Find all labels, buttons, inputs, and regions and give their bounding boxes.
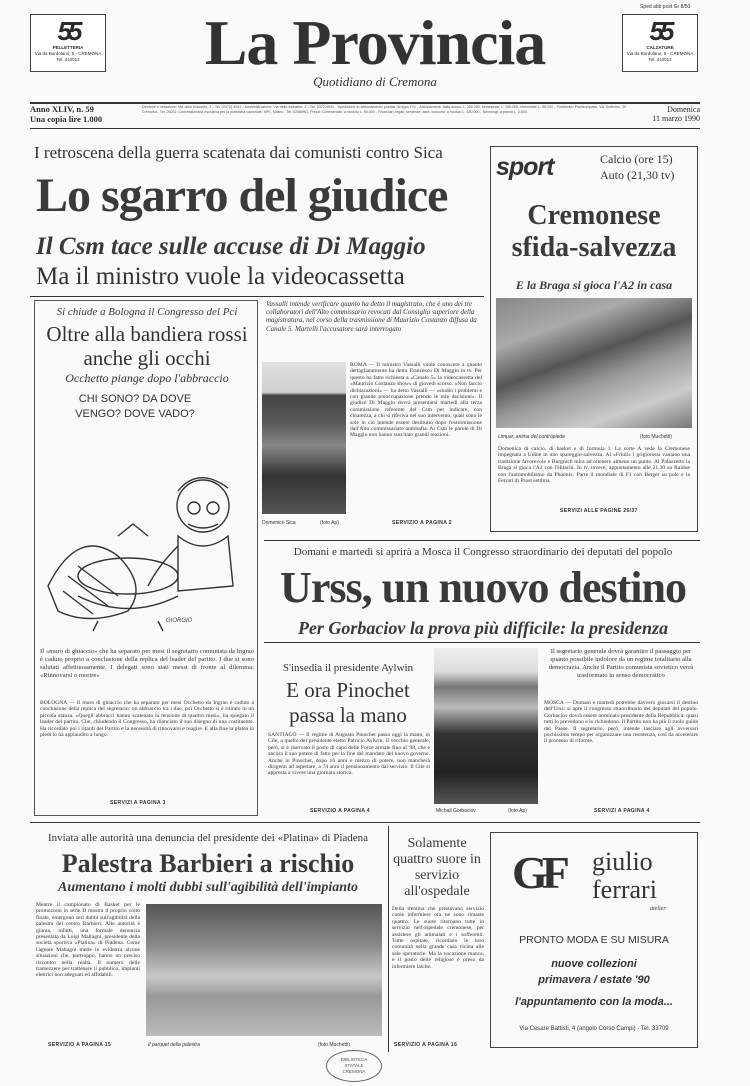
sport-line2: Auto (21,30 tv) [600,168,675,182]
ferrari-address: Via Cesare Battisti, 4 (angolo Corso Campi) - Tel. 33709 [519,1026,669,1032]
pci-sub: Occhetto piange dopo l'abbraccio [65,371,229,385]
sport-headline: Cremonese sfida-salvezza [511,200,677,263]
urss-intro: Il segretario generale dovrà garantire il passaggio per quanto possibile indolore da un regime totalitario alla democrazia. Anche il Partito comunista sovietico verrà trasformato in senso democratico [548,648,694,679]
ad-line1: CALZATURE [646,45,674,50]
palestra-photo [146,904,382,1036]
masthead [120,8,630,90]
stamp-line3: CREMONA [342,1069,366,1074]
palestra-photo-credit: (foto Muchetti) [318,1042,350,1048]
cartoon-illustration [38,436,252,636]
sport-body: Domenica di calcio, di basket e di formula 1. La sorte A vede la Cremonese impegnata a Udine in uno spareggio-salvezza. Al «Friuli» i grigiorossi vantano una tradizione favorevole e Burgnich mira ad ottenere almeno un punto. Al Palazzetto la Braga si gioca l'A2 con l'Hitachi. In tv, invece, appuntamento alle 21,30 su Raidue con l'automobilismo da Phoenix. Parte il mondiale di F1 con Berger su pole e la Ferrari di Prost settima. [498,446,690,485]
masthead-right-ad [622,14,698,72]
urss-kicker: Domani e martedì si aprirà a Mosca il Congresso straordinario dei deputati del popolo [293,546,673,558]
cartoon-signature: GIORGIO [166,618,193,624]
main-kicker: I retroscena della guerra scatenata dai comunisti contro Sica [34,143,443,162]
main-headline: Lo sgarro del giudice [36,169,448,222]
library-stamp [326,1050,382,1082]
ad-logo: 55 [57,16,79,46]
cartoon-speech: CHI SONO? DA DOVE VENGO? DOVE VADO? [75,393,195,420]
suore-service: SERVIZIO A PAGINA 16 [394,1042,458,1048]
issue-date [632,105,700,123]
ad-line2: Via da Bordolano, 5 - CREMONA [626,51,694,56]
sport-sub: E la Braga si gioca l'A2 in casa [515,278,673,292]
main-service: SERVIZIO A PAGINA 2 [392,520,452,526]
main-body: ROMA — Il ministro Vassalli vuole conoscere a quanto dettagliatamente ha detto Francesco Di Maggio in tv. Per questo ha fatto richiesta a «Canale 5» la videocassetta del «Maurizio Costanzo show» di giovedì scorso. «Non faccio dichiarazioni» — ha detto Vassalli — «studio i problemi e con grande preoccupazione prendo le mie decisioni». Il giudice Di Maggio dovrà presentarsi martedì alla terza commissione referente del Csm per indicare, con chiarezza, a chi si riferiva nel suo intervento, quali sono le sole in cui intende essere destituito dopo l'estromissione dall'Alto commissariato antimafia. Al Csm le parole di Di Maggio non hanno suscitato grandi reazioni. [350,362,482,439]
pci-kicker: Si chiude a Bologna il Congresso del Pci [56,306,238,318]
postal-note: Sped abb post Gr 8/50 [640,4,691,10]
pinochet-kicker: S'insedia il presidente Aylwin [282,662,414,674]
pci-headline: Oltre alla bandiera rossi anche gli occhi [46,322,248,370]
ferrari-tagline: PRONTO MODA E SU MISURA [519,934,669,946]
newspaper-title: La Provincia [204,7,546,78]
sica-credit: (foto Ap) [320,520,339,526]
palestra-kicker: Inviata alle autorità una denuncia del presidente dei «Platina» di Piadena [47,832,369,844]
stamp-line2: STATALE [344,1063,364,1068]
small-print: Direttore e redazione: Via delle Industrie, 2 - Tel. (0372) 4041 - Amministrazione: Via delle Industrie, 2 - Tel. 0372-4041 - Spedizione in abbonamento postale Gruppo I/70 - Abbonamenti: Italia annuo L. 300.000, semestrale L. 160.000, trimestrale L. 85.000 - Pubblicità: Publikompass, Via Solferino, 30 Cremona - Tel. 26031. Concessionaria esclusiva per la pubblicità nazionale: SPE, Milano - Tel. 02/66981. Prezzi: Commerciali: a modulo L. 90.000 - Finanziari, legali, sentenze, aste, concorsi: a modulo L. 180.000 - Necrologi: a parola L. 3.500. [142,105,626,114]
pinochet-body: SANTIAGO — Il regime di Augusto Pinochet passa oggi la mano, in Cile, a quello del presidente eletto Patricio Aylwin. Il vecchio generale, però, si è riservato il posto di capo delle Forze armate fino al '98, che e ancora il suo potere di fatto per la fine del mandato del nuovo governo. Anche in Pinochet, dopo 16 anni e mezzo di potere, non mancherà dirigenti ad aspettare, a 74 anni il pensionamento dal servizio. Il Cile si appresta a vivere una giornata storica. [268,732,430,777]
issue-info [30,104,140,124]
issue-number: Anno XLIV, n. 59 [30,104,94,114]
palestra-sub: Aumentano i molti dubbi sull'agibilità dell'impianto [58,880,358,895]
palestra-service: SERVIZIO A PAGINA 15 [48,1042,112,1048]
pinochet-headline: E ora Pinochet passa la mano [286,678,410,727]
pinochet-service: SERVIZIO A PAGINA 4 [310,808,370,814]
pci-service: SERVIZI A PAGINA 3 [110,800,166,806]
ferrari-line3: l'appuntamento con la moda... [515,996,673,1008]
ad-line3: Tel. 410012 [648,57,672,62]
urss-sub: Per Gorbaciov la prova più difficile: la presidenza [297,618,669,638]
palestra-body: Mentre il campionato di Basket per le promozioni in serie D mostra il proprio volto finale, emergono seri dubbi sull'agibilità della palestra del centro Barbieri. Alle autorità è giunta, infatti, una formale denuncia presentata da Luigi Maltagni, presidente della società sportiva «Platina» di Piadena. Come l'agente Maltagni mette in evidenza alcune situazioni che, purtroppo, hanno un preciso riscontro nella realtà. Il numero delle tramezzere per trattenere il pubblico, impianti elettrici non adeguati ed affidabili. [36,902,140,979]
ad-line2: Via da Bordolano, 5 - CREMONA [34,51,102,56]
date: 11 marzo 1990 [652,114,700,123]
ferrari-line1: nuove collezioni [551,958,637,970]
sica-photo [262,362,346,514]
main-sub1: Il Csm tace sulle accuse di Di Maggio [36,233,426,260]
sport-photo-caption: Limpar, anima del contropiede [498,434,565,440]
ad-logo: 55 [649,16,671,46]
suore-body: Della trentina che prestavano servizio come infermiere ora ne sono rimaste quattro. Le suore ritornano tutte in servizio nell'ospedale cremonese, per assistere gli ammalati e i sofferenti. Tutte ospitate, ricordano le loro comunità nella grande casa vicina alle sale operatorie. Ma la vocazione manca, e il posto delle religiose è preso da infermiere laiche. [392,906,484,970]
ad-line1: PELLETTERIA [52,45,84,50]
issue-price: Una copia lire 1.000 [30,114,103,124]
pci-body: BOLOGNA — Il muro di ghiaccio che ha separato per mesi Occhetto da Ingrao è caduto a conclusione della replica del segretario: un abbraccio tra i due, poi Occhetto si è ritirato in un piccola stanza. «Quegli abbracci hanno scatenato la tensione di quattro mesi», ha spiegato il leader del partito. Che, chiudendo il Congresso, ha rilanciato il suo disegno di una costituente. Ha ricordato poi i ritardi del Partito e la necessità di rinnovarsi e reagire. E alla fine la platea in piedi lo ha applaudito a lungo. [40,700,254,739]
urss-body: MOSCA — Domani e martedì potrebbe davvero giocarsi il destino dell'Urss: si apre il congresso straordinario dei deputati del popolo. Gorbaciov dovrà essere nominato presidente della Repubblica: quasi tutti lo prevedono e lo richiedono. Il Partito non ha più il ruolo guida del Paese. Il segretario, però, intende lasciare agli avversari pochissimo tempo per organizzare una resistenza, così da accelerare il processo di riforme. [544,700,698,745]
sport-photo-credit: (foto Muchetti) [640,434,672,440]
newspaper-subtitle: Quotidiano di Cremona [313,74,437,89]
ferrari-logo: GF [512,847,564,898]
sica-caption: Domenico Sica [262,520,296,526]
masthead-left-ad [30,14,106,72]
ferrari-name1: giulio [592,847,653,876]
urss-service: SERVIZI A PAGINA 4 [594,808,650,814]
sport-line1: Calcio (ore 15) [600,152,673,166]
pci-intro: Il «muro di ghiaccio» che ha separato per mesi il segretario comunista da Ingrao è caduto proprio a conclusione della replica del leader del partito. I due si sono salutati affettuosamente. I delegati sono stati messi di fronte al dilemma: «Rinnovarsi o morire» [40,648,254,679]
palestra-headline: Palestra Barbieri a rischio [61,849,355,878]
ferrari-name3: atelier [650,906,666,912]
suore-headline: Solamente quattro suore in servizio all'ospedale [393,836,481,899]
main-intro: Vassalli intende verificare quanto ha detto il magistrato, che è uno dei tre collaboratori dell'Alto commissario revocati dal Consiglio superiore della magistratura, nel corso della trasmissione di Maurizio Costanzo diffusa da Canale 5. Martelli l'accusatore sarà interrogato [266,300,477,333]
urss-headline: Urss, un nuovo destino [280,563,686,612]
stamp-line1: BIBLIOTECA [340,1057,368,1062]
ad-line3: Tel. 410012 [56,57,80,62]
sport-photo [496,298,692,428]
sport-logo: sport [496,153,554,181]
ferrari-line2: primavera / estate '90 [538,974,650,986]
palestra-photo-caption: Il parquet della palestra [148,1042,200,1048]
day: Domenica [667,105,700,114]
sport-service: SERVIZI ALLE PAGINE 26/37 [560,508,638,514]
gorbaciov-caption: Michail Gorbaciov [436,808,476,814]
gorbaciov-credit: (foto Ap) [508,808,527,814]
main-sub2: Ma il ministro vuole la videocassetta [36,263,405,290]
ferrari-name2: ferrari [592,875,657,904]
gorbaciov-photo [434,648,538,804]
